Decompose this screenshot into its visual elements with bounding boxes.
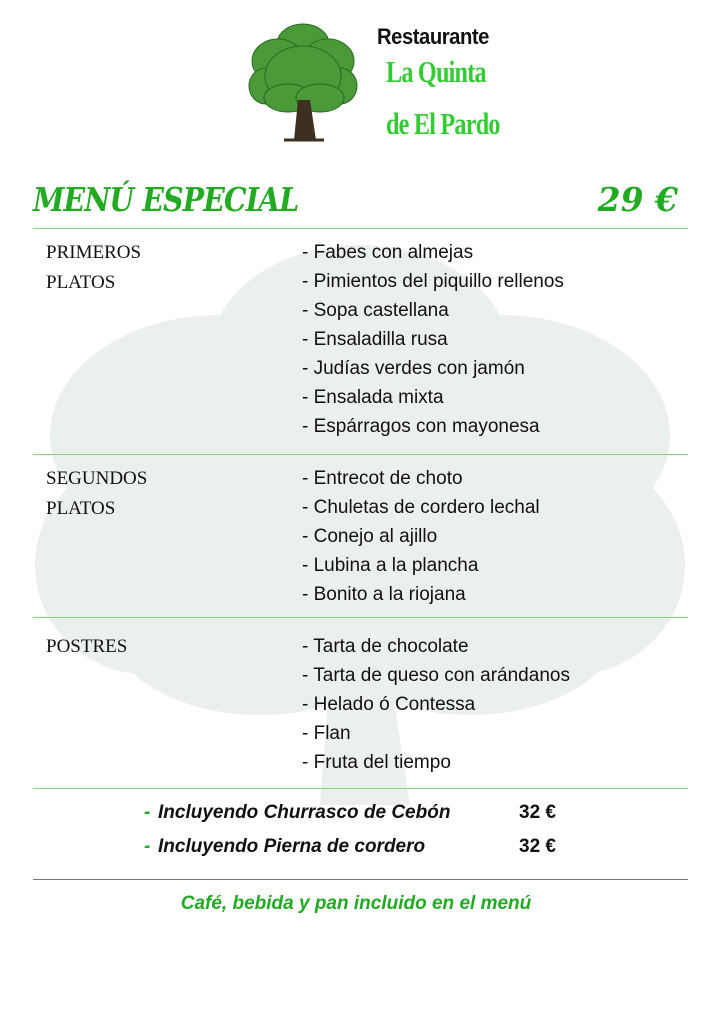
list-item: - Chuletas de cordero lechal [302,497,540,518]
list-item: - Helado ó Contessa [302,694,476,715]
extra-option-price: 32 € [519,802,556,823]
dish-list [302,632,570,777]
list-item: - Pimientos del piquillo rellenos [302,271,564,292]
divider [33,879,688,880]
restaurant-name-line1: La Quinta [386,54,486,89]
list-item: - Tarta de queso con arándanos [302,665,570,686]
list-item: - Conejo al ajillo [302,526,438,547]
list-item: - Sopa castellana [302,300,449,321]
list-item: - Ensalada mixta [302,387,444,408]
section-label: PRIMEROS PLATOS [46,242,142,293]
list-item: - Fabes con almejas [302,242,474,263]
list-item: - Tarta de chocolate [302,636,469,657]
footer-note: Café, bebida y pan incluido en el menú [180,893,532,914]
extra-option-name: Incluyendo Churrasco de Cebón [158,802,451,823]
restaurant-name-line2: de El Pardo [386,106,500,141]
divider [33,228,688,229]
menu-price: 29 € [597,180,678,219]
list-item: - Espárragos con mayonesa [302,416,540,437]
list-item: - Entrecot de choto [302,468,463,489]
divider [33,788,688,789]
list-item: - Ensaladilla rusa [302,329,448,350]
list-item: - Fruta del tiempo [302,752,451,773]
dish-list [302,238,564,441]
list-item: - Judías verdes con jamón [302,358,525,379]
restaurant-label: Restaurante [377,24,489,49]
list-item: - Bonito a la riojana [302,584,466,605]
list-item: - Lubina a la plancha [302,555,479,576]
list-item: - Flan [302,723,351,744]
extra-option-name: Incluyendo Pierna de cordero [158,836,426,857]
divider [33,454,688,455]
extra-option-price: 32 € [519,836,556,857]
dish-list [302,464,540,609]
extra-option: - Incluyendo Pierna de cordero 32 € [144,836,556,857]
divider [33,617,688,618]
section-label: SEGUNDOS PLATOS [46,468,148,519]
section-label: POSTRES [46,636,128,657]
oak-tree-icon [248,16,358,144]
extra-option: - Incluyendo Churrasco de Cebón 32 € [144,802,556,823]
menu-title: MENÚ ESPECIAL [33,180,299,219]
